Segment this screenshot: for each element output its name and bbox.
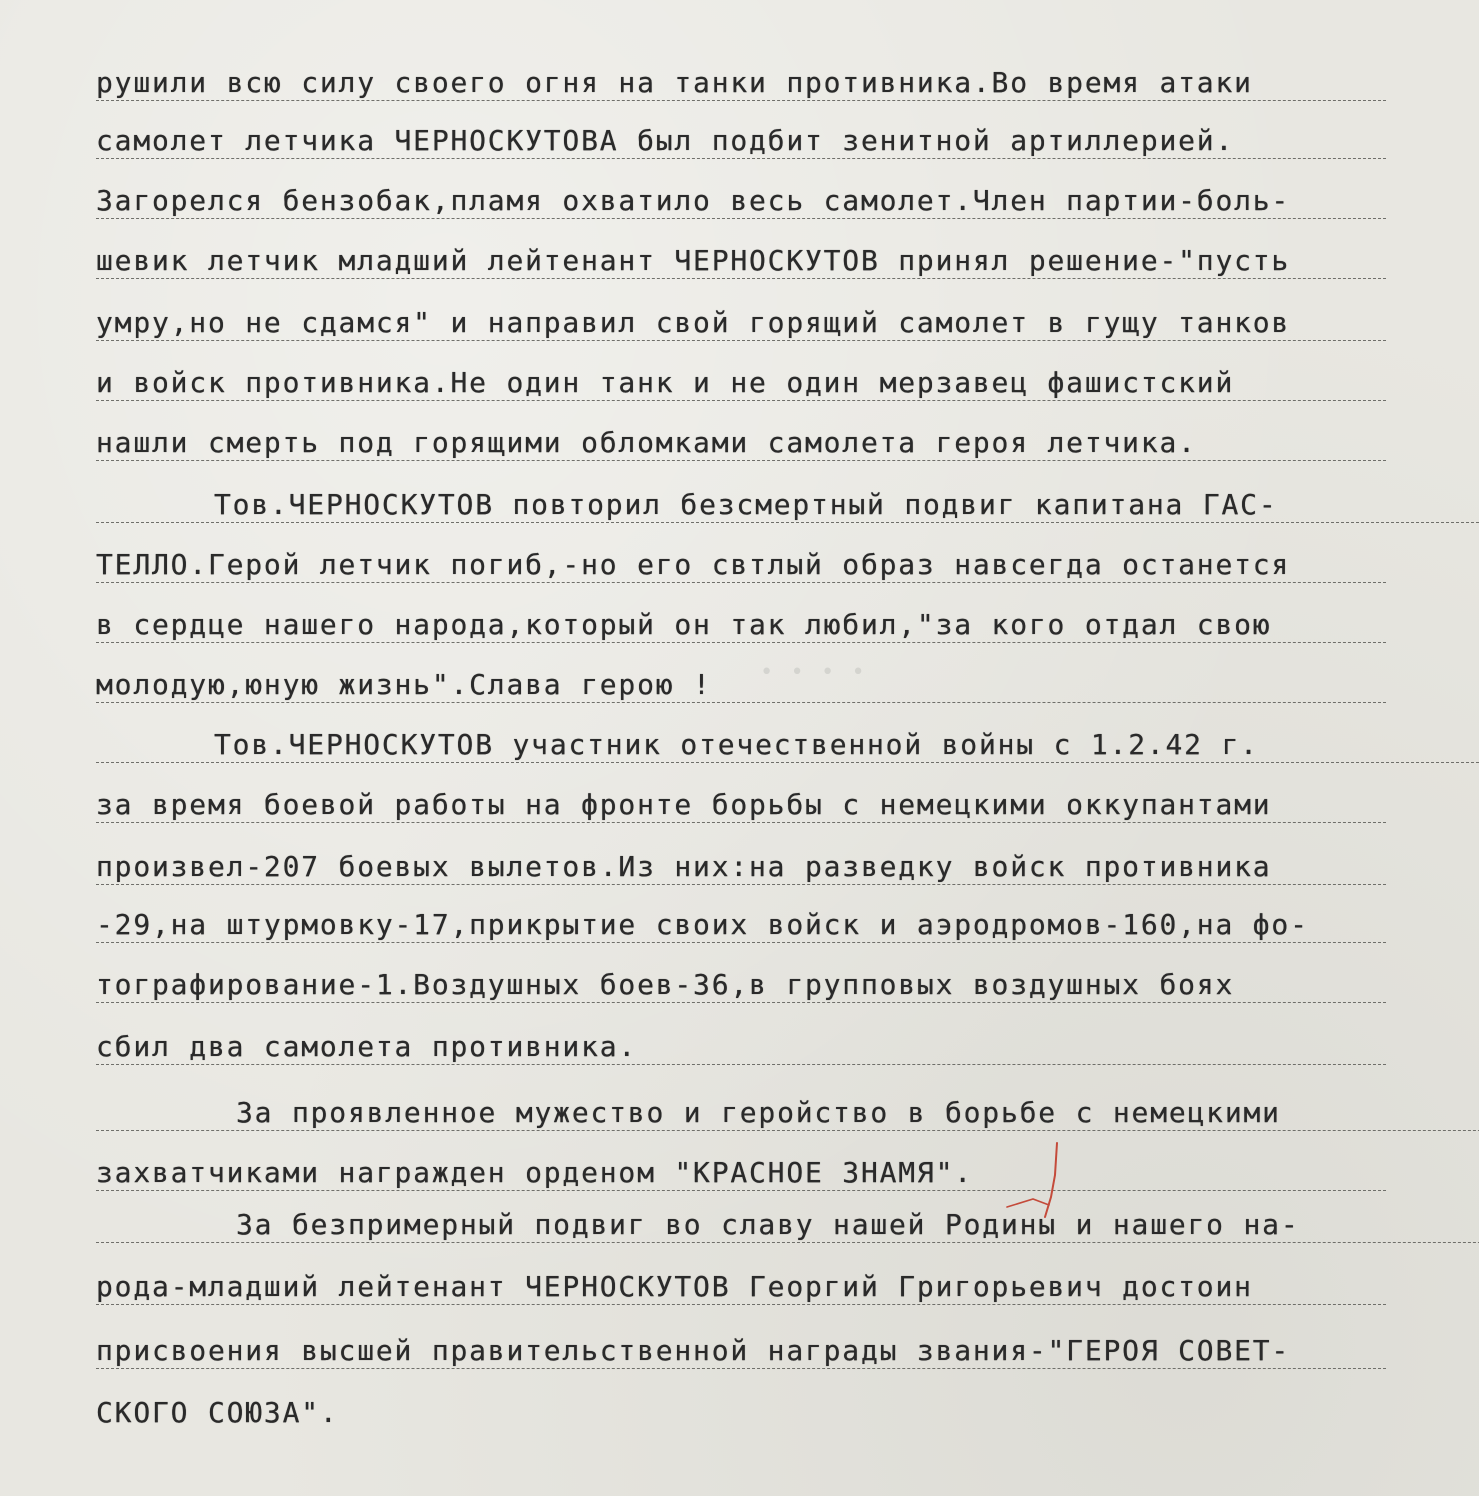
text-line-3: Загорелся бензобак,пламя охватило весь самолет.Член партии-боль-: [96, 168, 1386, 219]
text-line-19: захватчиками награжден орденом "КРАСНОЕ ЗНАМЯ".: [96, 1140, 1386, 1191]
text-line-16: тографирование-1.Воздушных боев-36,в групповых воздушных боях: [96, 952, 1386, 1003]
text-line-21: рода-младший лейтенант ЧЕРНОСКУТОВ Георгий Григорьевич достоин: [96, 1254, 1386, 1305]
bleed-through-text: • • • •: [760, 660, 867, 685]
text-line-10: в сердце нашего народа,который он так любил,"за кого отдал свою: [96, 592, 1386, 643]
text-line-12: Тов.ЧЕРНОСКУТОВ участник отечественной войны с 1.2.42 г.: [96, 712, 1479, 763]
text-line-2: самолет летчика ЧЕРНОСКУТОВА был подбит зенитной артиллерией.: [96, 108, 1386, 159]
text-line-7: нашли смерть под горящими обломками самолета героя летчика.: [96, 410, 1386, 461]
text-line-5: умру,но не сдамся" и направил свой горящий самолет в гущу танков: [96, 290, 1386, 341]
text-line-14: произвел-207 боевых вылетов.Из них:на разведку войск противника: [96, 834, 1386, 885]
text-line-23: СКОГО СОЮЗА".: [96, 1396, 339, 1429]
text-line-15: -29,на штурмовку-17,прикрытие своих войск и аэродромов-160,на фо-: [96, 892, 1386, 943]
red-pencil-mark: [1005, 1135, 1075, 1225]
text-line-13: за время боевой работы на фронте борьбы с немецкими оккупантами: [96, 772, 1386, 823]
text-line-6: и войск противника.Не один танк и не один мерзавец фашистский: [96, 350, 1386, 401]
text-line-17: сбил два самолета противника.: [96, 1014, 1386, 1065]
text-line-4: шевик летчик младший лейтенант ЧЕРНОСКУТОВ принял решение-"пусть: [96, 228, 1386, 279]
text-line-1: рушили всю силу своего огня на танки противника.Во время атаки: [96, 50, 1386, 101]
text-line-20: За безпримерный подвиг во славу нашей Родины и нашего на-: [96, 1192, 1479, 1243]
text-line-18: За проявленное мужество и геройство в борьбе с немецкими: [96, 1080, 1479, 1131]
text-line-11: молодую,юную жизнь".Слава герою !: [96, 652, 1386, 703]
text-line-22: присвоения высшей правительственной награды звания-"ГЕРОЯ СОВЕТ-: [96, 1318, 1386, 1369]
text-line-8: Тов.ЧЕРНОСКУТОВ повторил безсмертный подвиг капитана ГАС-: [96, 472, 1479, 523]
text-line-9: ТЕЛЛО.Герой летчик погиб,-но его свтлый образ навсегда останется: [96, 532, 1386, 583]
